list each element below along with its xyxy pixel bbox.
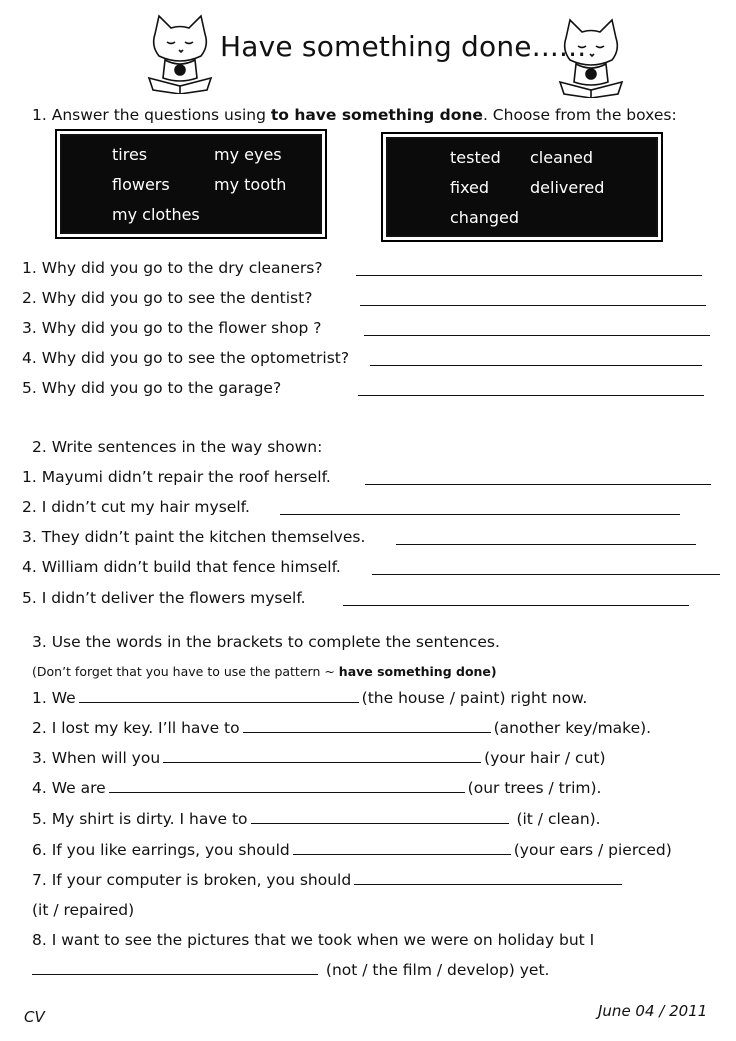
- question-text: 3. Why did you go to the flower shop ?: [22, 319, 322, 337]
- instruction-suffix: . Choose from the boxes:: [482, 106, 677, 124]
- blank-line[interactable]: [163, 761, 481, 763]
- word-box-verbs: [386, 137, 658, 237]
- box-word: fixed: [450, 178, 490, 197]
- blank-line[interactable]: [243, 731, 491, 733]
- question-5: [22, 379, 281, 397]
- box-word: delivered: [530, 178, 605, 197]
- answer-line[interactable]: [364, 335, 710, 336]
- box-word: tires: [112, 145, 148, 164]
- item-after: (the house / paint) right now.: [361, 689, 588, 707]
- blank-line[interactable]: [32, 973, 318, 975]
- item-before: 6. If you like earrings, you should: [32, 841, 290, 859]
- item-after: (your hair / cut): [484, 749, 606, 767]
- author-initials: CV: [24, 1008, 45, 1026]
- instruction-bold: to have something done: [270, 106, 483, 124]
- instruction-prefix: 1. Answer the questions using: [32, 106, 271, 124]
- sentence-1: 1. Mayumi didn’t repair the roof herself.: [22, 468, 331, 486]
- answer-line[interactable]: [370, 365, 702, 366]
- fill-item-1: [32, 689, 587, 707]
- question-text: 2. Why did you go to see the dentist?: [22, 289, 313, 307]
- box-word: tested: [450, 148, 501, 167]
- box-word: cleaned: [530, 148, 594, 167]
- worksheet-title: Have something done......: [220, 30, 587, 63]
- answer-line[interactable]: [358, 395, 704, 396]
- box-word: my eyes: [214, 145, 282, 164]
- section2-instruction: 2. Write sentences in the way shown:: [32, 438, 323, 456]
- item-before: 5. My shirt is dirty. I have to: [32, 810, 248, 828]
- blank-line[interactable]: [354, 883, 622, 885]
- note-prefix: (Don’t forget that you have to use the pattern ~: [32, 664, 339, 679]
- item-after: (your ears / pierced): [513, 841, 672, 859]
- blank-line[interactable]: [79, 701, 359, 703]
- sentence-3: 3. They didn’t paint the kitchen themselves.: [22, 528, 366, 546]
- section3-note: [32, 664, 497, 679]
- item-before: 7. If your computer is broken, you should: [32, 871, 352, 889]
- fill-item-7-continued: (it / repaired): [32, 901, 135, 919]
- question-2: [22, 289, 312, 307]
- section1-instruction: [32, 106, 677, 124]
- item-before: 3. When will you: [32, 749, 161, 767]
- item-after: (our trees / trim).: [467, 779, 602, 797]
- answer-line[interactable]: [372, 574, 720, 575]
- section3-instruction: 3. Use the words in the brackets to complete the sentences.: [32, 633, 500, 651]
- sentence-2: 2. I didn’t cut my hair myself.: [22, 498, 250, 516]
- sentence-5: 5. I didn’t deliver the flowers myself.: [22, 589, 306, 607]
- fill-item-4: [32, 779, 602, 797]
- fill-item-6: [32, 841, 672, 859]
- question-text: 5. Why did you go to the garage?: [22, 379, 282, 397]
- question-text: 1. Why did you go to the dry cleaners?: [22, 259, 323, 277]
- fill-item-3: [32, 749, 606, 767]
- question-1: [22, 259, 323, 277]
- date-label: June 04 / 2011: [598, 1002, 708, 1020]
- word-box-objects: [60, 134, 322, 234]
- answer-line[interactable]: [365, 484, 711, 485]
- question-3: [22, 319, 322, 337]
- blank-line[interactable]: [109, 791, 465, 793]
- item-before: 4. We are: [32, 779, 106, 797]
- answer-line[interactable]: [280, 514, 680, 515]
- box-word: changed: [450, 208, 520, 227]
- answer-line[interactable]: [356, 275, 702, 276]
- sentence-4: 4. William didn’t build that fence himself.: [22, 558, 341, 576]
- box-word: flowers: [112, 175, 170, 194]
- box-word: my tooth: [214, 175, 287, 194]
- note-bold: have something done): [338, 664, 497, 679]
- fill-item-7: [32, 871, 625, 889]
- answer-line[interactable]: [360, 305, 706, 306]
- box-word: my clothes: [112, 205, 200, 224]
- item-after: (it / clean).: [511, 810, 601, 828]
- item-before: 2. I lost my key. I’ll have to: [32, 719, 240, 737]
- item-after: (not / the film / develop) yet.: [321, 961, 550, 979]
- question-4: [22, 349, 349, 367]
- item-before: 1. We: [32, 689, 76, 707]
- fill-item-5: [32, 810, 601, 828]
- answer-line[interactable]: [343, 605, 689, 606]
- item-after: (another key/make).: [493, 719, 652, 737]
- fill-item-2: [32, 719, 651, 737]
- fill-item-8-continued: [32, 961, 549, 979]
- blank-line[interactable]: [251, 822, 509, 824]
- blank-line[interactable]: [293, 853, 511, 855]
- answer-line[interactable]: [396, 544, 696, 545]
- fill-item-8: 8. I want to see the pictures that we took when we were on holiday but I: [32, 931, 595, 949]
- question-text: 4. Why did you go to see the optometrist?: [22, 349, 350, 367]
- cat-reading-illustration-left: [145, 12, 215, 94]
